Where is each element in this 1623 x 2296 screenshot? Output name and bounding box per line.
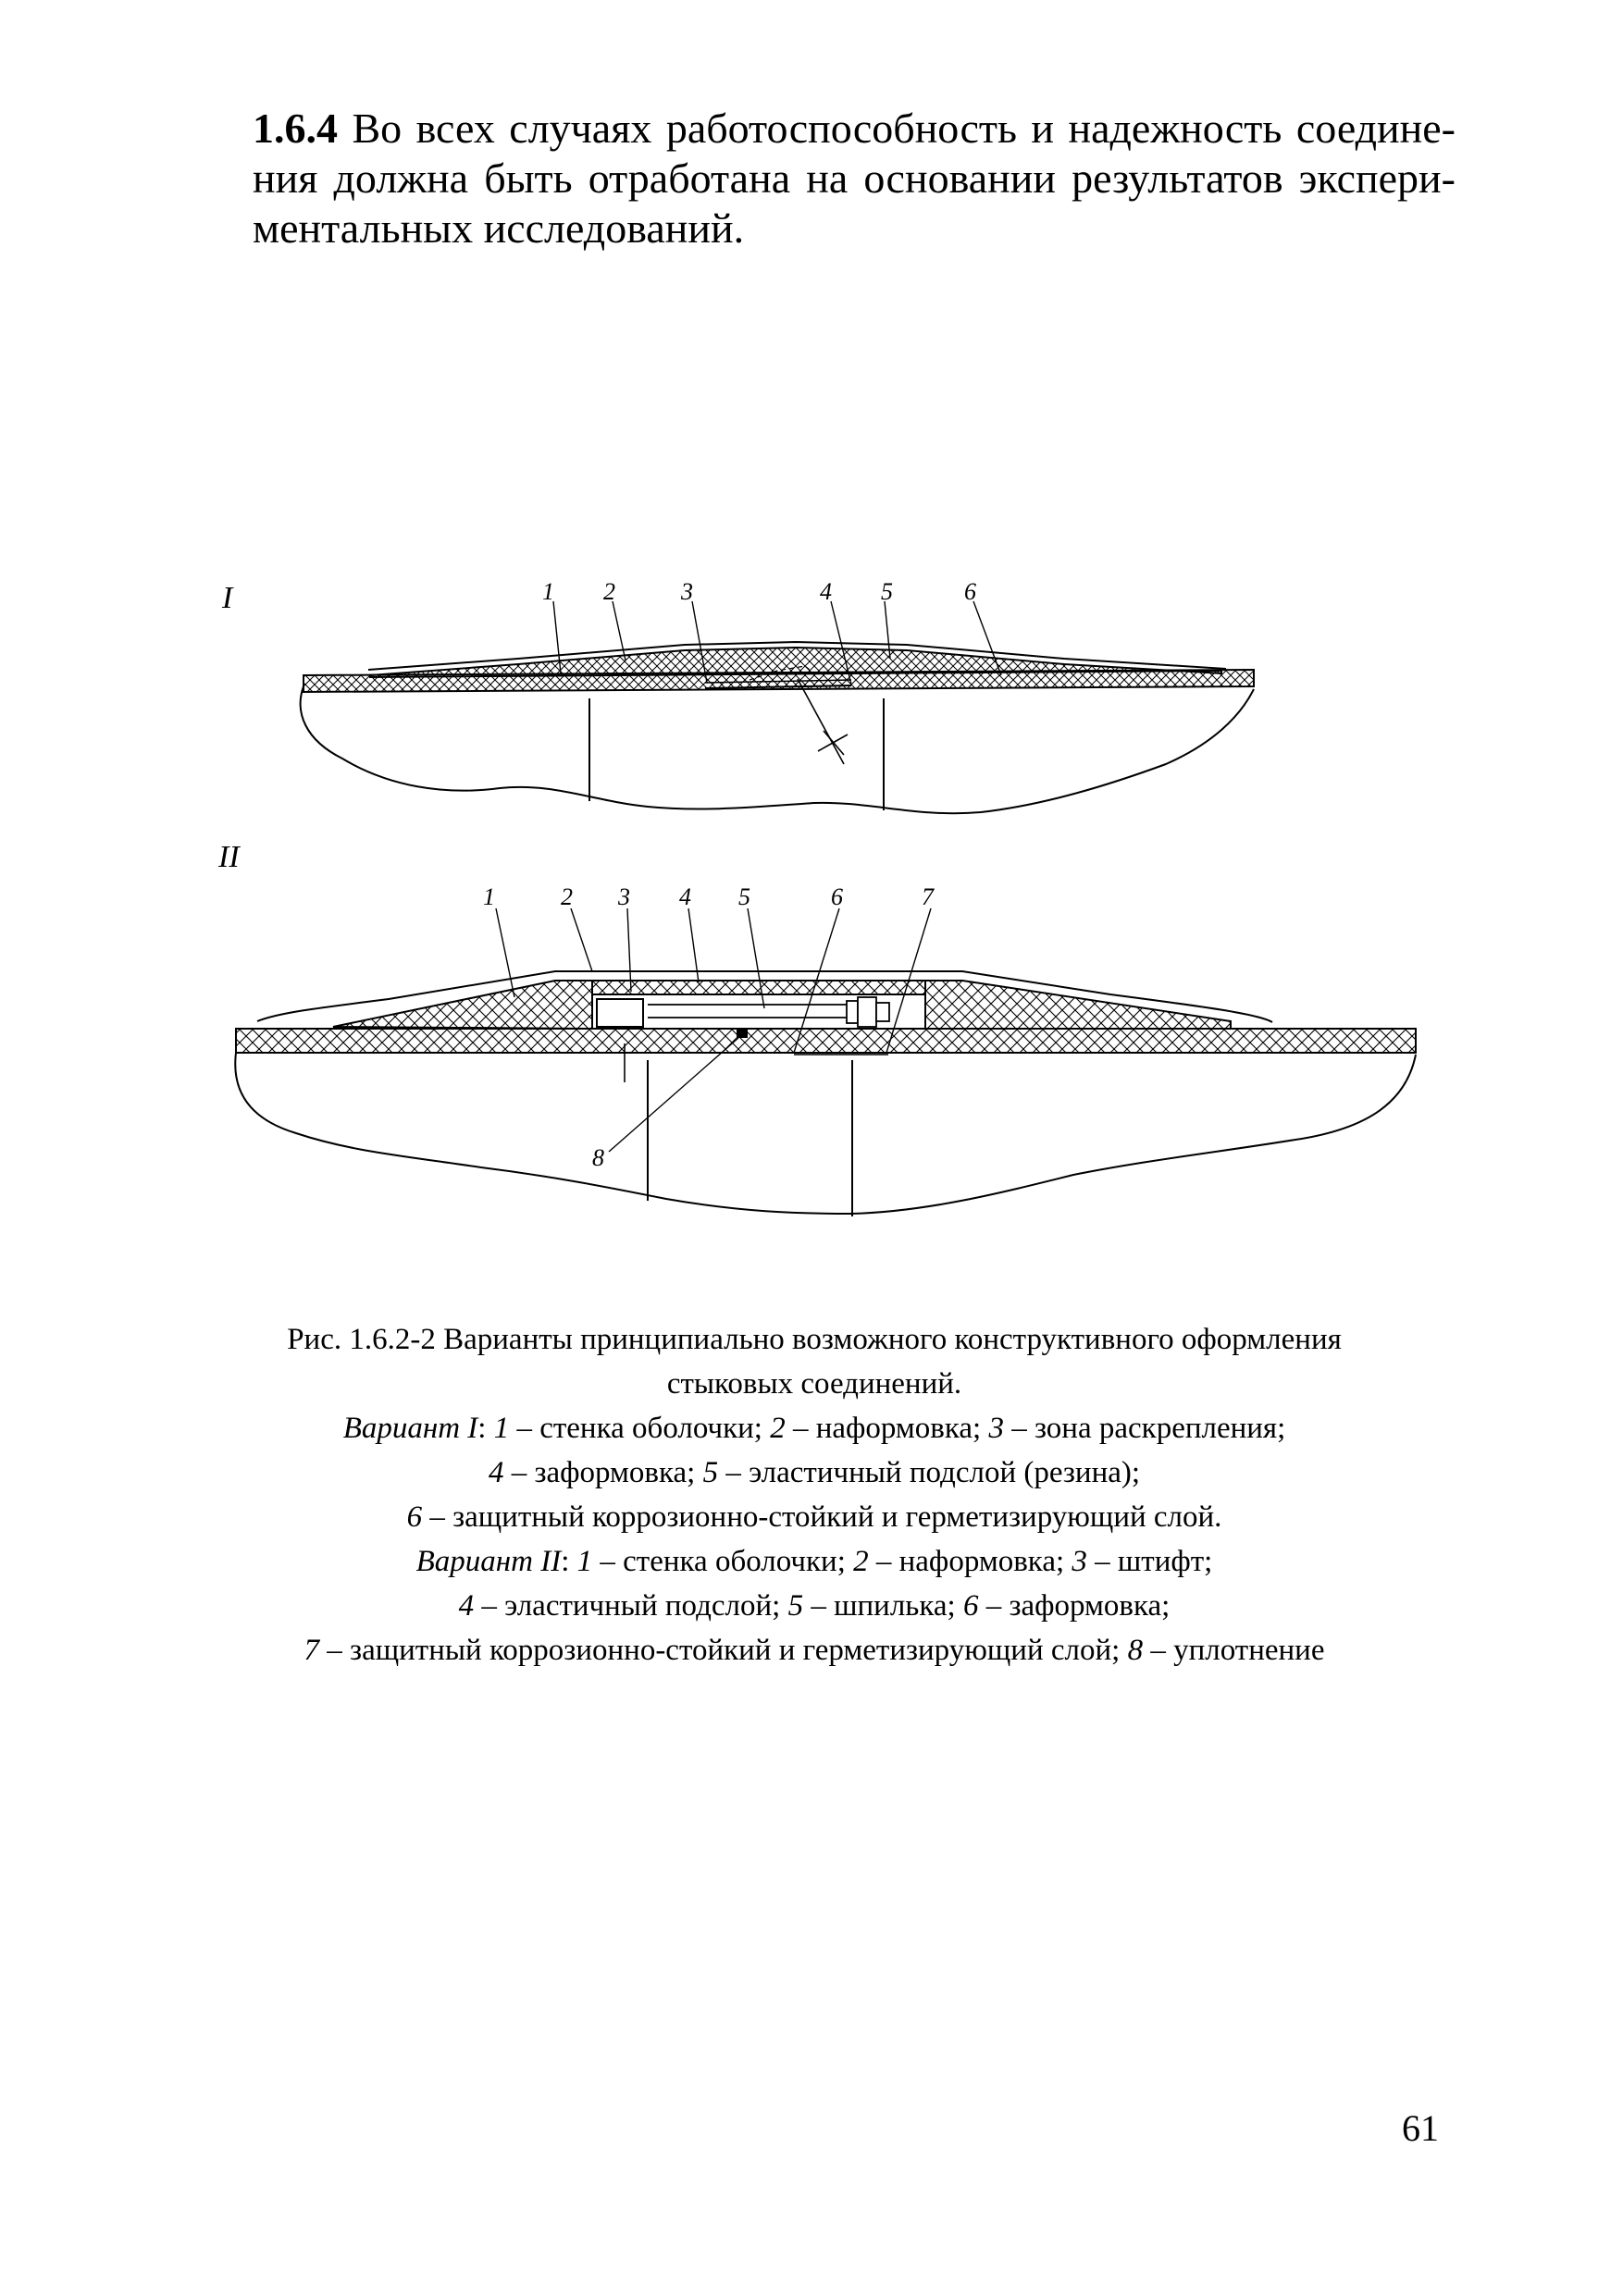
section-number: 1.6.4 (253, 105, 338, 152)
v2-callout-3: 3 (618, 883, 630, 910)
caption-variant-2-line-3: 7 – защитный коррозионно-стойкий и герметизирующий слой; 8 – уплотнение (304, 1634, 1325, 1667)
v1-callout-5: 5 (881, 578, 893, 605)
page-number: 61 (1402, 2107, 1439, 2149)
variant-2-label: II (218, 840, 240, 874)
caption-variant-2-line-1: Вариант II: 1 – стенка оболочки; 2 – наформовка; 3 – штифт; (415, 1545, 1213, 1578)
paragraph-line-2: ния должна быть отработана на основании результатов экспери- (253, 154, 1456, 202)
v2-callout-5: 5 (738, 883, 750, 910)
variant-1-label: I (222, 581, 233, 615)
paragraph-line-3: ментальных исследований. (253, 204, 745, 252)
caption-variant-1-line-3: 6 – защитный коррозионно-стойкий и герметизирующий слой. (406, 1500, 1222, 1534)
caption-variant-1-line-2: 4 – заформовка; 5 – эластичный подслой (резина); (488, 1456, 1141, 1489)
caption-title-line-2: стыковых соединений. (666, 1367, 962, 1401)
v1-callout-2: 2 (603, 578, 615, 605)
caption-variant-2-line-2: 4 – эластичный подслой; 5 – шпилька; 6 – заформовка; (458, 1589, 1171, 1623)
v2-callout-6: 6 (831, 883, 843, 910)
caption-title-line-1: Рис. 1.6.2-2 Варианты принципиально возможного конструктивного оформления (287, 1323, 1342, 1356)
v2-callout-4: 4 (679, 883, 691, 910)
v2-callout-2: 2 (561, 883, 573, 910)
v2-callout-1: 1 (483, 883, 495, 910)
variant-2-drawing (235, 883, 1416, 1216)
figure-caption (148, 1317, 1481, 1673)
v2-callout-7: 7 (922, 883, 934, 910)
v1-callout-4: 4 (820, 578, 832, 605)
variant-1-drawing (301, 578, 1254, 813)
v2-callout-8: 8 (592, 1144, 604, 1171)
paragraph-line-1: 1.6.4 Во всех случаях работоспособность и надежность соедине- (253, 105, 1456, 152)
v1-callout-6: 6 (964, 578, 976, 605)
v1-callout-1: 1 (542, 578, 554, 605)
v1-callout-3: 3 (681, 578, 693, 605)
caption-variant-1-line-1: Вариант I: 1 – стенка оболочки; 2 – наформовка; 3 – зона раскрепления; (342, 1412, 1286, 1445)
